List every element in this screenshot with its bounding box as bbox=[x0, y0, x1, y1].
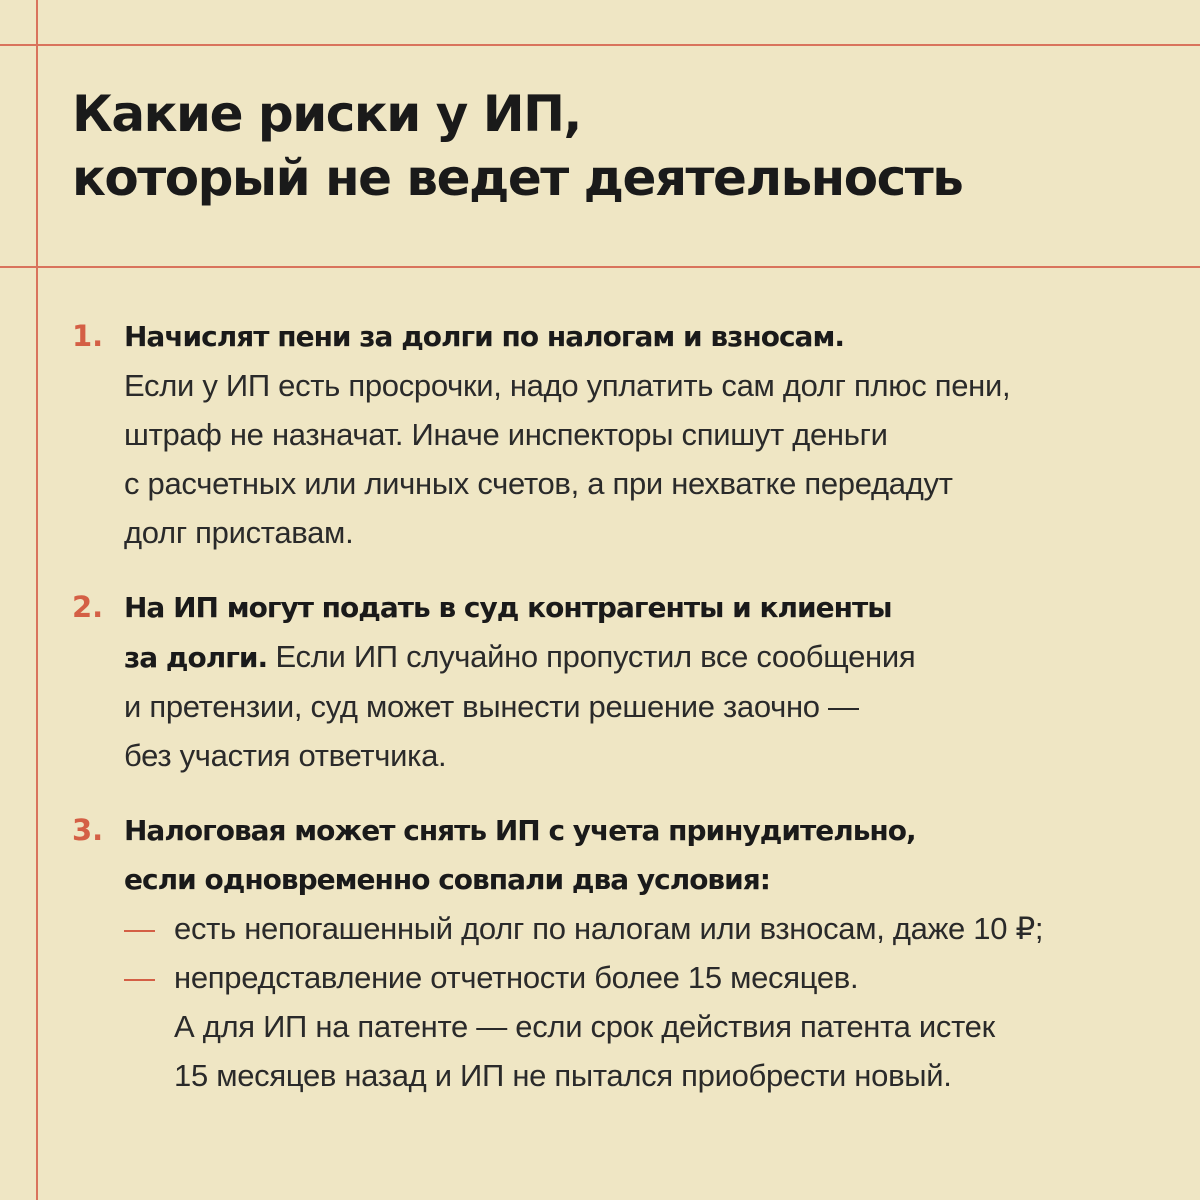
condition-text-line: 15 месяцев назад и ИП не пытался приобрести новый. bbox=[174, 1058, 952, 1093]
condition-item-2 bbox=[124, 953, 1174, 1100]
condition-text-line: есть непогашенный долг по налогам или взносам, даже 10 ₽; bbox=[174, 911, 1044, 946]
item-body bbox=[124, 806, 1174, 1100]
item-text-line: без участия ответчика. bbox=[124, 738, 447, 773]
title-line-2: который не ведет деятельность bbox=[72, 149, 963, 207]
item-body bbox=[124, 312, 1174, 557]
dash-bullet: — bbox=[124, 960, 155, 995]
page-title bbox=[72, 82, 1172, 210]
item-text-line: долг приставам. bbox=[124, 515, 354, 550]
rule-line-top bbox=[0, 44, 1200, 46]
title-line-1: Какие риски у ИП, bbox=[72, 85, 581, 143]
dash-bullet: — bbox=[124, 911, 155, 946]
item-text-line: и претензии, суд может вынести решение заочно — bbox=[124, 689, 859, 724]
rule-line-under-title bbox=[0, 266, 1200, 268]
condition-text-line: А для ИП на патенте — если срок действия патента истек bbox=[174, 1009, 995, 1044]
condition-item-1 bbox=[124, 904, 1174, 953]
item-text-line: с расчетных или личных счетов, а при нехватке передадут bbox=[124, 466, 953, 501]
item-heading: Налоговая может снять ИП с учета принудительно, bbox=[124, 814, 916, 847]
item-text-inline: Если ИП случайно пропустил все сообщения bbox=[267, 639, 916, 674]
item-number: 3. bbox=[72, 813, 104, 847]
item-text-line: штраф не назначат. Иначе инспекторы спишут деньги bbox=[124, 417, 888, 452]
item-body bbox=[124, 583, 1174, 780]
condition-text-line: непредставление отчетности более 15 месяцев. bbox=[174, 960, 859, 995]
item-heading: если одновременно совпали два условия: bbox=[124, 863, 770, 896]
item-number: 1. bbox=[72, 319, 104, 353]
item-heading-continuation bbox=[124, 632, 1174, 682]
item-heading: Начислят пени за долги по налогам и взносам. bbox=[124, 320, 844, 353]
item-heading: На ИП могут подать в суд контрагенты и клиенты bbox=[124, 591, 892, 624]
margin-line-vertical bbox=[36, 0, 38, 1200]
item-number: 2. bbox=[72, 590, 104, 624]
item-text-line: Если у ИП есть просрочки, надо уплатить сам долг плюс пени, bbox=[124, 368, 1011, 403]
item-heading-tail: за долги. bbox=[124, 641, 268, 674]
